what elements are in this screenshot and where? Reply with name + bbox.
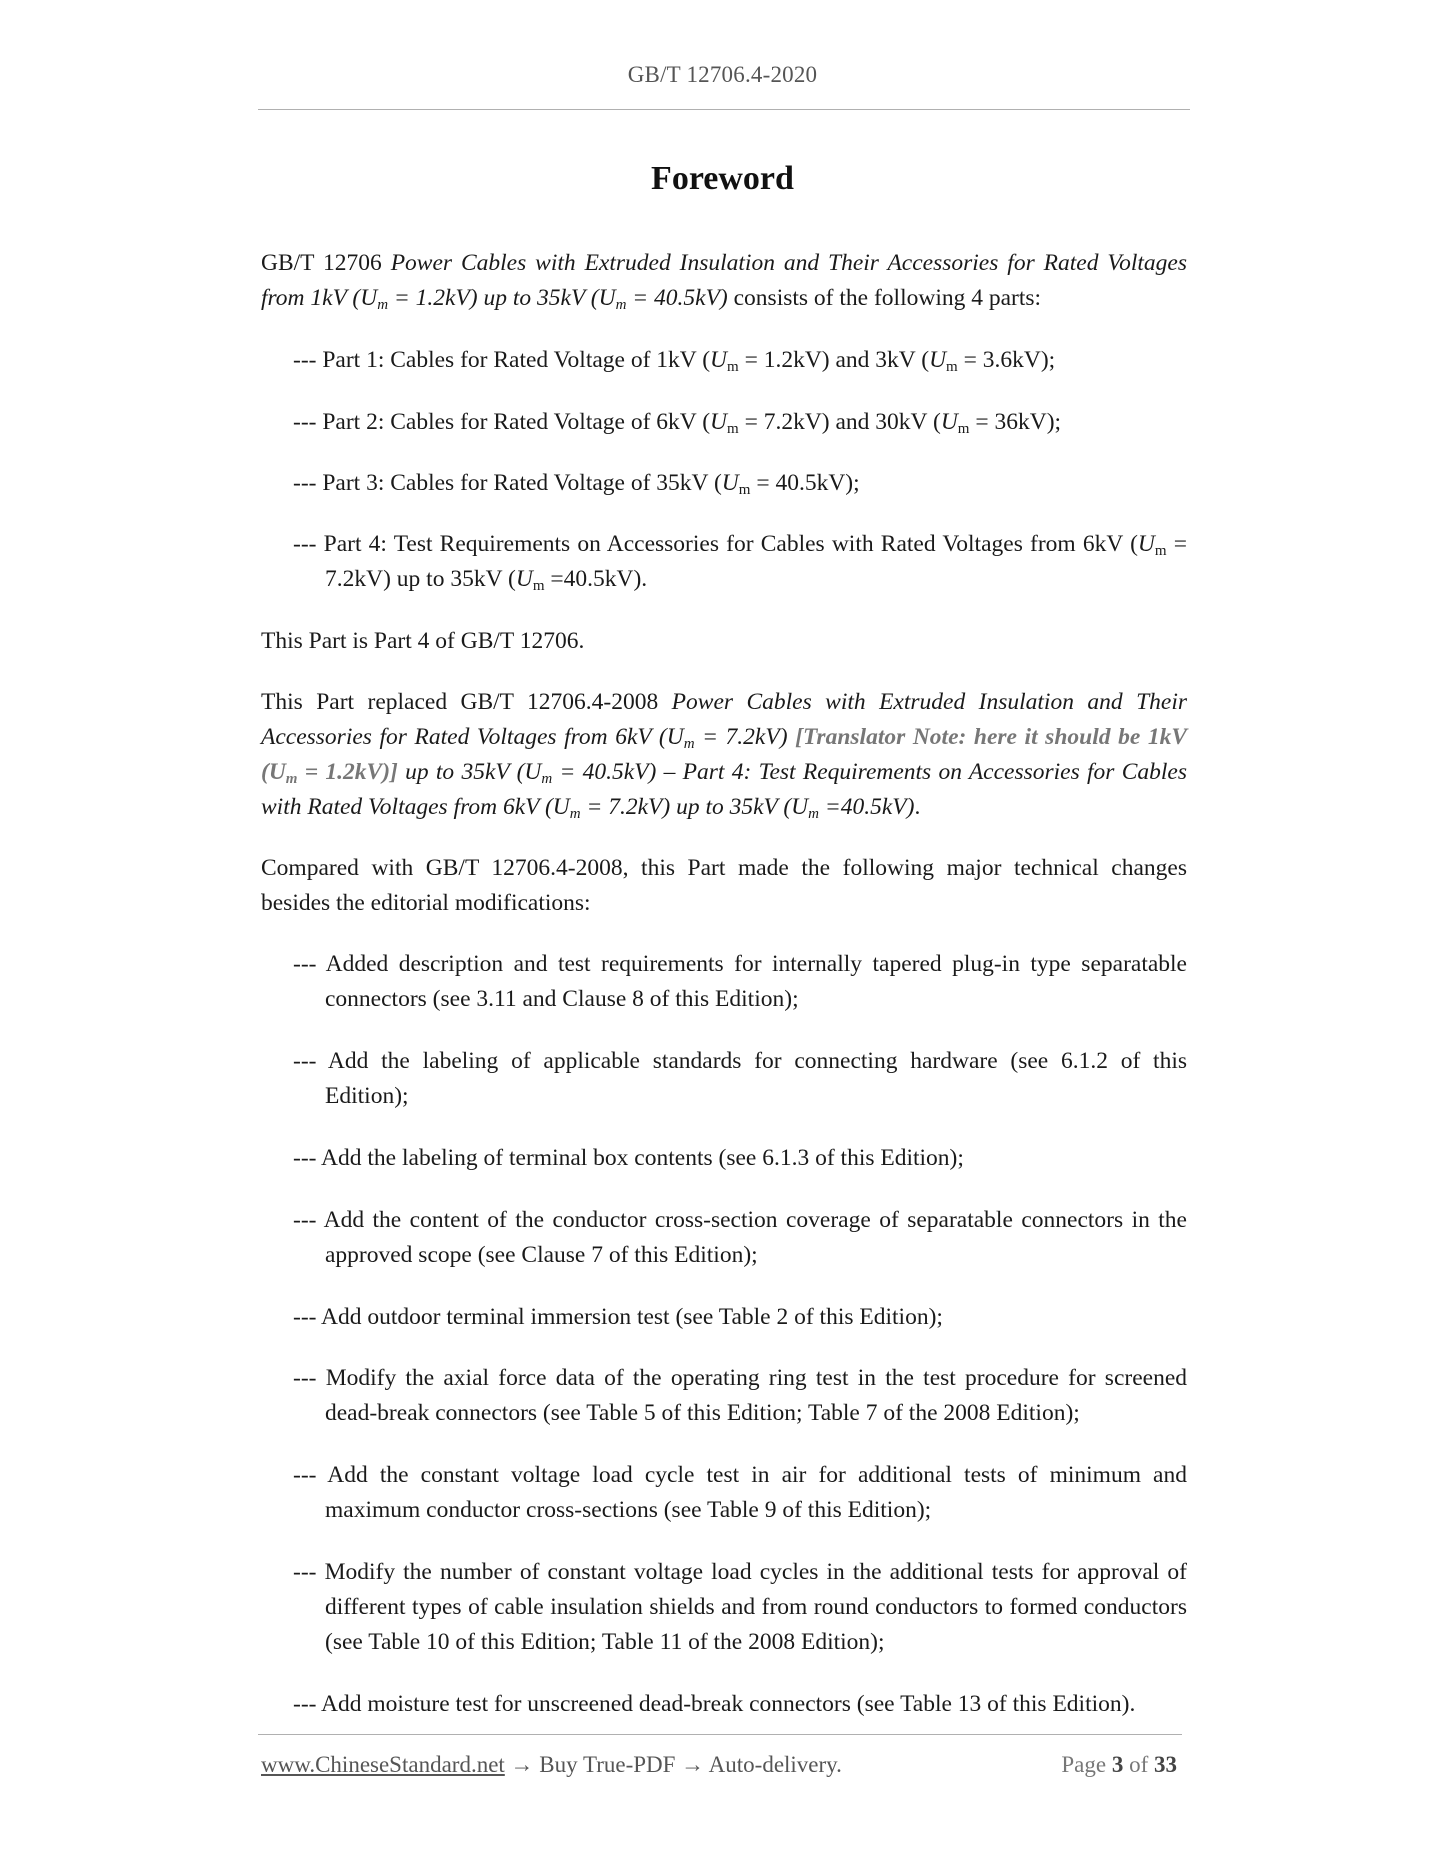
change-item: --- Modify the number of constant voltage load cycles in the additional tests for approval of different types of cable insulation shields and from round conductors to formed conductors (see Table 10 of this Edition; Table 11 of the 2008 Edition); [293, 1559, 1187, 1655]
page-header: GB/T 12706.4-2020 [627, 62, 818, 87]
change-item: --- Added description and test requirements for internally tapered plug-in type separatable connectors (see 3.11 and Clause 8 of this Edition); [293, 951, 1187, 1012]
change-item: --- Add outdoor terminal immersion test (see Table 2 of this Edition); [293, 1304, 943, 1330]
intro-paragraph: GB/T 12706 Power Cables with Extruded Insulation and Their Accessories for Rated Voltages from 1kV $(U_m = 1.2kV)$ up to 35kV $(U_m = 40.5kV)$ consists of the following 4 parts: [261, 250, 1188, 313]
list-item-part-4: --- Part 4: Test Requirements on Accessories for Cables with Rated Voltages from 6kV $(U_m = 7.2kV)$ up to 35kV $(U_m =40.5kV)$. [293, 531, 1187, 594]
footer-divider [258, 1734, 1182, 1735]
change-item: --- Add moisture test for unscreened dead-break connectors (see Table 13 of this Edition). [293, 1691, 1136, 1717]
replaced-paragraph: This Part replaced GB/T 12706.4-2008 Power Cables with Extruded Insulation and Their Accessories for Rated Voltages from 6kV $(U_m = 7.2kV)$ [Translator Note: here it should be 1kV $(U_m = 1.2kV)$] up to 35kV $(U_m = 40.5kV)$ – Part 4: Test Requirements on Accessories for Cables with Rated Voltages from 6kV $(U_m = 7.2kV)$ up to 35kV $(U_m =40.5kV)$. [261, 689, 1188, 822]
list-item-part-1: --- Part 1: Cables for Rated Voltage of 1kV $(U_m = 1.2kV)$ and 3kV $(U_m = 3.6kV)$; [293, 347, 1056, 375]
header-divider [258, 109, 1190, 110]
list-item-part-2: --- Part 2: Cables for Rated Voltage of 6kV $(U_m = 7.2kV)$ and 30kV $(U_m = 36kV)$; [293, 409, 1062, 437]
change-item: --- Add the labeling of applicable standards for connecting hardware (see 6.1.2 of this Edition); [293, 1048, 1187, 1109]
page-title: Foreword [651, 160, 794, 197]
change-item: --- Add the labeling of terminal box contents (see 6.1.3 of this Edition); [293, 1145, 964, 1171]
translator-note: [Translator Note: here it should be 1kV $(U_m = 1.2kV)$] [261, 724, 1188, 787]
change-item: --- Add the content of the conductor cross-section coverage of separatable connectors in the approved scope (see Clause 7 of this Edition); [293, 1207, 1187, 1268]
website-link[interactable]: www.ChineseStandard.net [261, 1752, 505, 1777]
change-item: --- Modify the axial force data of the operating ring test in the test procedure for screened dead-break connectors (see Table 5 of this Edition; Table 7 of the 2008 Edition); [293, 1365, 1187, 1426]
compared-paragraph: Compared with GB/T 12706.4-2008, this Part made the following major technical changes besides the editorial modifications: [261, 855, 1187, 916]
page-number: Page 3 of 33 [1061, 1752, 1177, 1777]
change-item: --- Add the constant voltage load cycle test in air for additional tests of minimum and maximum conductor cross-sections (see Table 9 of this Edition); [293, 1462, 1187, 1523]
list-item-part-3: --- Part 3: Cables for Rated Voltage of 35kV $(U_m = 40.5kV)$; [293, 470, 860, 498]
footer-promo: www.ChineseStandard.net → Buy True-PDF → Auto-delivery. [261, 1752, 842, 1777]
part-of-paragraph: This Part is Part 4 of GB/T 12706. [261, 628, 585, 654]
